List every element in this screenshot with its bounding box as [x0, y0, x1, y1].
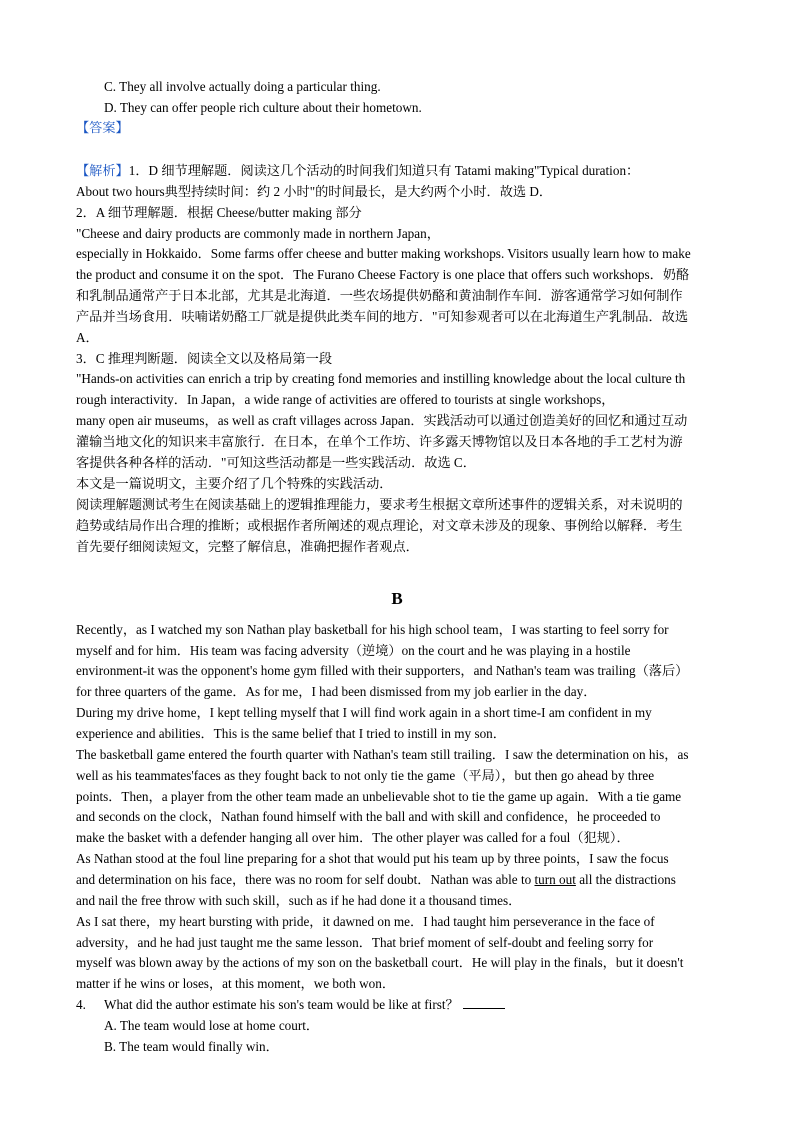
option-c: C. They all involve actually doing a particular thing.: [104, 79, 381, 94]
passage-line-8: well as his teammates'faces as they fought back to not only tie the game（平局），but then go ahead by three: [76, 768, 655, 783]
analysis-line-19: 首先要仔细阅读短文，完整了解信息，准确把握作者观点．: [76, 539, 419, 554]
analysis-line-1: 【解析】1．D 细节理解题．阅读这几个活动的时间我们知道只有 Tatami making"Typical duration：: [76, 163, 640, 178]
answer-blank[interactable]: [463, 996, 505, 1009]
analysis-line-14: 灌输当地文化的知识来丰富旅行．在日本，在单个工作坊、许多露天博物馆以及日本各地的手工艺村为游: [76, 434, 683, 449]
passage-line-9: points．Then，a player from the other team made an unbelievable shot to tie the game up again．With a tie game: [76, 789, 682, 804]
passage-line-14: and nail the free throw with such skill，such as if he had done it a thousand times．: [76, 893, 522, 908]
passage-line-6: experience and abilities．This is the same belief that I tried to instill in my son．: [76, 726, 506, 741]
passage-line-2: myself and for him．His team was facing adversity（逆境）on the court and he was playing in a hostile: [76, 643, 631, 658]
analysis-line-7: 和乳制品通常产于日本北部，尤其是北海道．一些农场提供奶酪和黄油制作车间．游客通常学习如何制作: [76, 288, 683, 303]
passage-line-18: matter if he wins or loses，at this moment，we both won．: [76, 976, 396, 991]
analysis-line-10: 3．C 推理判断题．阅读全文以及格局第一段: [76, 351, 333, 366]
question-4: [76, 995, 726, 1016]
analysis-line-5: especially in Hokkaido．Some farms offer cheese and butter making workshops. Visitors usually learn how to make: [76, 246, 691, 261]
analysis-line-17: 阅读理解题测试考生在阅读基础上的逻辑推理能力，要求考生根据文章所述事件的逻辑关系，对未说明的: [76, 497, 683, 512]
analysis-line-11: "Hands-on activities can enrich a trip by creating fond memories and instilling knowledge about the local culture th: [76, 371, 686, 386]
analysis-line-8: 产品并当场食用．呋喃诺奶酪工厂就是提供此类车间的地方．"可知参观者可以在北海道生产乳制品．故选: [76, 309, 689, 324]
question-number: 4.: [76, 997, 86, 1012]
section-title: B: [391, 589, 403, 608]
passage-line-5: During my drive home，I kept telling myself that I will find work again in a short time-I am confident in my: [76, 705, 652, 720]
question-4-option-a: A. The team would lose at home court．: [104, 1018, 320, 1033]
analysis-line-13: many open air museums，as well as craft villages across Japan．实践活动可以通过创造美好的回忆和通过互动: [76, 413, 688, 428]
analysis-label: 【解析】: [76, 163, 129, 178]
passage-line-4: for three quarters of the game．As for me，I had been dismissed from my job earlier in the day．: [76, 684, 597, 699]
passage-line-3: environment-it was the opponent's home gym filled with their supporters，and Nathan's team was trailing（落后）: [76, 663, 689, 678]
analysis-line-2: About two hours典型持续时间：约 2 小时"的时间最长，是大约两个小时．故选 D．: [76, 184, 553, 199]
passage-line-10: and seconds on the clock，Nathan found himself with the ball and with skill and confidence，he proceeded to: [76, 809, 661, 824]
passage-line-7: The basketball game entered the fourth quarter with Nathan's team still trailing．I saw the determination on his，as: [76, 747, 689, 762]
analysis-line-18: 趋势或结局作出合理的推断；或根据作者所阐述的观点理论，对文章未涉及的现象、事例给以解释．考生: [76, 518, 683, 533]
analysis-line-6: the product and consume it on the spot．The Furano Cheese Factory is one place that offers such workshops．奶酪: [76, 267, 690, 282]
question-4-option-b: B. The team would finally win．: [104, 1039, 279, 1054]
passage-line-16: adversity，and he had just taught me the same lesson．That brief moment of self-doubt and feeling sorry for: [76, 935, 654, 950]
analysis-line-12: rough interactivity．In Japan，a wide range of activities are offered to tourists at single workshops，: [76, 392, 615, 407]
passage-line-15: As I sat there，my heart bursting with pride，it dawned on me．I had taught him perseverance in the face of: [76, 914, 655, 929]
analysis-line-3: 2．A 细节理解题．根据 Cheese/butter making 部分: [76, 205, 362, 220]
passage-line-1: Recently，as I watched my son Nathan play basketball for his high school team，I was starting to feel sorry for: [76, 622, 669, 637]
underlined-phrase: turn out: [534, 872, 576, 887]
answer-label: 【答案】: [76, 120, 129, 135]
analysis-line-4: "Cheese and dairy products are commonly made in northern Japan，: [76, 226, 440, 241]
option-d: D. They can offer people rich culture about their hometown.: [104, 100, 422, 115]
passage-line-17: myself was blown away by the actions of my son on the basketball court．He will play in the finals，but it doesn't: [76, 955, 684, 970]
analysis-line-16: 本文是一篇说明文，主要介绍了几个特殊的实践活动．: [76, 476, 393, 491]
analysis-line-15: 客提供各种各样的活动．"可知这些活动都是一些实践活动．故选 C．: [76, 455, 476, 470]
passage-line-13: and determination on his face，there was no room for self doubt．Nathan was able to turn out all the distractions: [76, 872, 676, 887]
analysis-line-9: A．: [76, 330, 99, 345]
passage-line-11: make the basket with a defender hanging all over him．The other player was called for a foul（犯规）．: [76, 830, 630, 845]
question-text: What did the author estimate his son's team would be like at first？: [104, 995, 505, 1016]
passage-line-12: As Nathan stood at the foul line preparing for a shot that would put his team up by three points，I saw the focus: [76, 851, 669, 866]
